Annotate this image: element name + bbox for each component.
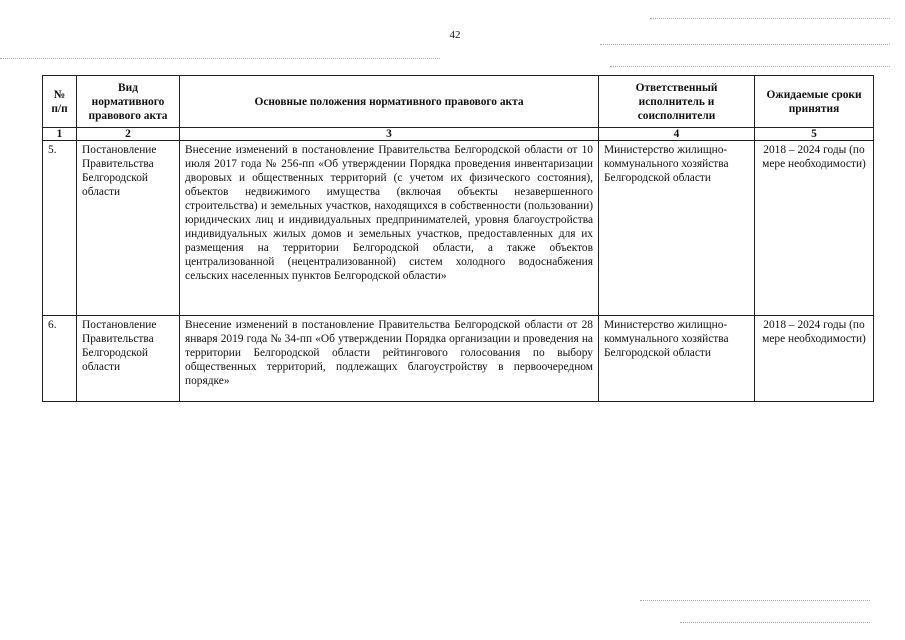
header-term: Ожидаемые сроки принятия xyxy=(755,76,874,128)
act-executor: Министерство жилищно-коммунального хозяйства Белгородской области xyxy=(599,141,755,316)
page-number: 42 xyxy=(449,29,461,41)
act-type: Постановление Правительства Белгородской области xyxy=(77,141,180,316)
column-number: 4 xyxy=(599,128,755,141)
column-number: 2 xyxy=(77,128,180,141)
act-provisions: Внесение изменений в постановление Правительства Белгородской области от 28 января 2019 года № 34-пп «Об утверждении Порядка организации и проведения на территории Белгородской области рейтингового голосования по выбору общественных территорий, подлежащих благоустройству в первоочередном порядке» xyxy=(180,316,599,402)
scan-noise-line xyxy=(650,18,890,19)
header-executor: Ответственный исполнитель и соисполнители xyxy=(599,76,755,128)
header-number: № п/п xyxy=(43,76,77,128)
act-term: 2018 – 2024 годы (по мере необходимости) xyxy=(755,316,874,402)
table-header-row xyxy=(43,76,874,128)
scan-noise-line xyxy=(610,66,890,67)
act-term: 2018 – 2024 годы (по мере необходимости) xyxy=(755,141,874,316)
table-row xyxy=(43,316,874,402)
row-number: 6. xyxy=(43,316,77,402)
scan-noise-line xyxy=(640,600,870,601)
scan-noise-line xyxy=(0,58,440,59)
act-provisions: Внесение изменений в постановление Правительства Белгородской области от 10 июля 2017 года № 256-пп «Об утверждении Порядка проведения инвентаризации дворовых и общественных территорий (с учетом их физического состояния), объектов недвижимого имущества (включая объекты незавершенного строительства) и земельных участков, находящихся в собственности (пользовании) юридических лиц и индивидуальных предпринимателей, уровня благоустройства индивидуальных жилых домов и земельных участков, предоставленных для их размещения на территории Белгородской области, а также объектов централизованной (нецентрализованной) систем холодного водоснабжения сельских населенных пунктов Белгородской области» xyxy=(180,141,599,316)
header-act-type: Вид нормативного правового акта xyxy=(77,76,180,128)
act-type: Постановление Правительства Белгородской области xyxy=(77,316,180,402)
column-number: 1 xyxy=(43,128,77,141)
legal-acts-table xyxy=(42,75,874,402)
act-executor: Министерство жилищно-коммунального хозяйства Белгородской области xyxy=(599,316,755,402)
scan-noise-line xyxy=(600,44,890,45)
column-number: 5 xyxy=(755,128,874,141)
row-number: 5. xyxy=(43,141,77,316)
column-number: 3 xyxy=(180,128,599,141)
column-number-row xyxy=(43,128,874,141)
table-row xyxy=(43,141,874,316)
scan-noise-line xyxy=(680,622,870,623)
header-provisions: Основные положения нормативного правового акта xyxy=(180,76,599,128)
